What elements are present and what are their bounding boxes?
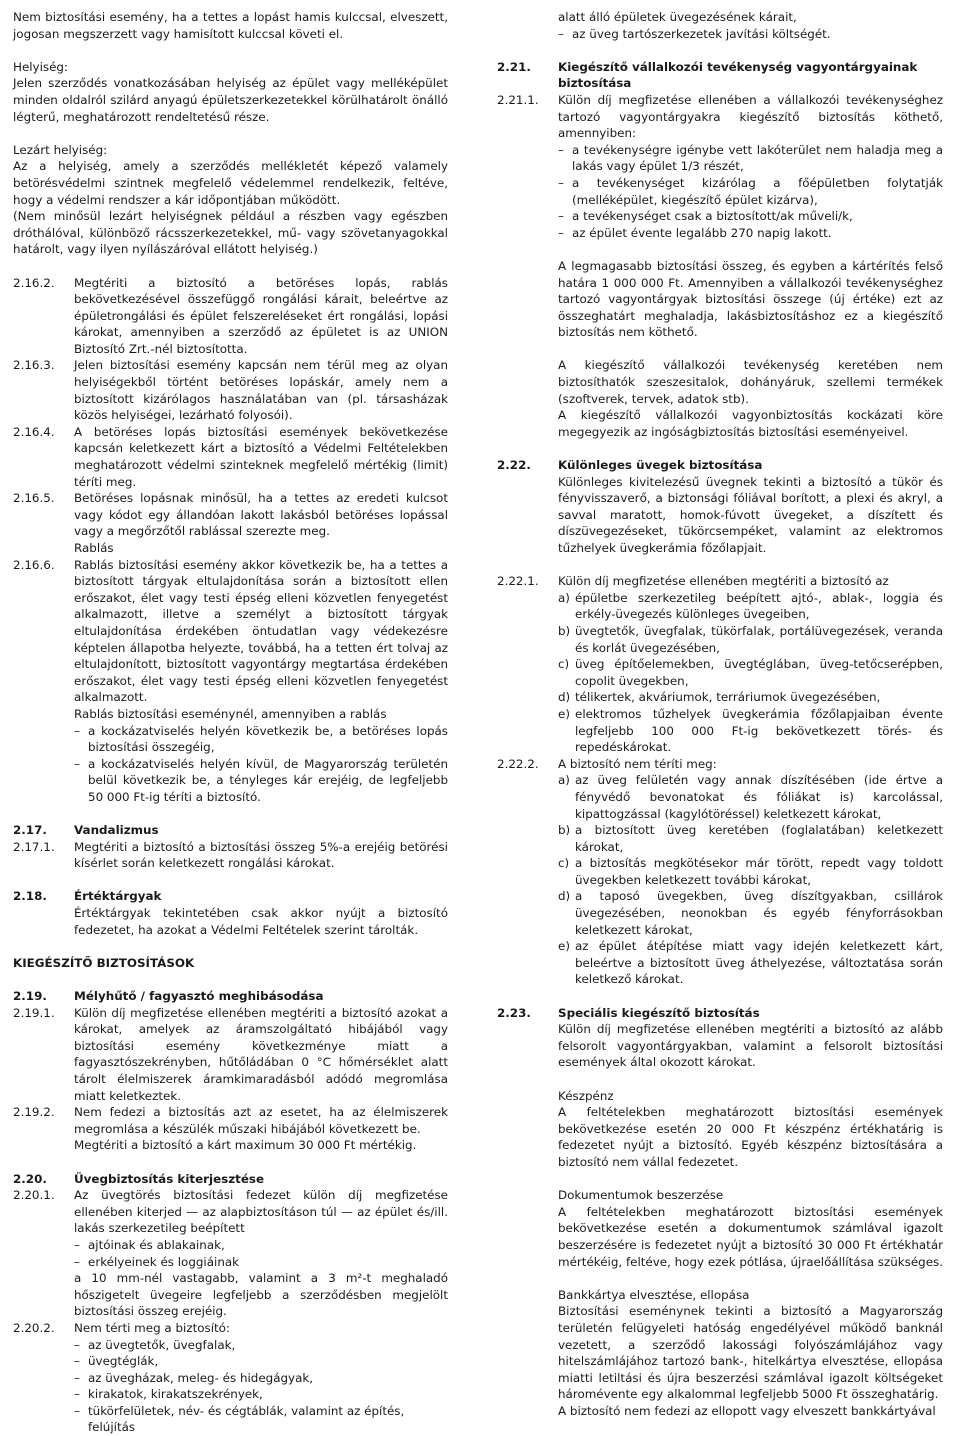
item-text: a biztosítás megkötésekor már törött, repedt vagy toldott üvegekben keletkezett további károkat, <box>575 856 943 887</box>
section-text: Megtériti a biztosító a betöréses lopás, rablás bekövetkezésével összefüggő rongálási kárait, beleértve az épületrongálási és épület felszereléseket ért rongálási, lopási károkat, amennyiben a szerződő az épületet is az UNION Biztosító Zrt.-nél biztosította. <box>74 275 448 356</box>
section-text: Külön díj megfizetése ellenében megtériti a biztosító azokat a károkat, amelyek az áramszolgáltató hibájából vagy biztosítási esemény következménye miatt a fagyasztószekrényben, hűtőládában 0 °C hőmérséklet alatt tárolt élelmiszerek áramkimaradásból adódó megromlása miatt keletkeztek. <box>74 1005 448 1103</box>
section-number: 2.20. <box>13 1171 47 1186</box>
section-2-20-heading <box>13 1171 448 1188</box>
section-text-2: Megtériti a biztosító a kárt maximum 30 000 Ft mértékig. <box>74 1138 417 1153</box>
rablas-title: Rablás <box>74 541 114 555</box>
lezart-title: Lezárt helyiség: <box>13 142 108 157</box>
item-text: az üveg felületén vagy annak díszítésében (ide értve a fényvédő bevonatokat és fóliákat is) karcolással, kipattogzással (kagylótöréssel) keletkezett károkat, <box>575 773 943 821</box>
section-2-22 <box>497 457 943 557</box>
list-item: – üvegtéglák, <box>74 1353 448 1370</box>
continued-text: alatt álló épületek üvegezésének kárait, <box>558 10 797 24</box>
section-2-16-6 <box>13 557 448 806</box>
item-text: üvegtetők, üvegfalak, tükörfalak, portálüvegezések, veranda és korlát üvegezésében, <box>575 623 943 655</box>
section-number: 2.22.2. <box>497 756 539 771</box>
section-text: Megtériti a biztosító a biztosítási összeg 5%-a erejéig betörési kísérlet során keletkezett rongálási károkat. <box>74 839 448 871</box>
item-text: épületbe szerkezetileg beépített ajtó-, ablak-, loggia és erkély-üvegezés különleges üvegeiben, <box>575 590 943 622</box>
item-letter: b) <box>558 623 571 638</box>
list-item <box>558 623 943 656</box>
section-2-17-1 <box>13 839 448 872</box>
item-letter: e) <box>558 939 570 954</box>
section-text: Külön díj megfizetése ellenében megtériti a biztosító az <box>558 574 889 589</box>
section-title: Speciális kiegészítő biztosítás <box>558 1005 760 1020</box>
section-text: A biztosító nem téríti meg: <box>558 756 717 771</box>
keszpenz-title: Készpénz <box>558 1088 614 1103</box>
section-number: 2.21.1. <box>497 92 539 107</box>
list-item: – ajtóinak és ablakainak, <box>74 1237 448 1254</box>
list-item <box>558 689 943 706</box>
section-title: Üvegbiztosítás kiterjesztése <box>74 1171 265 1186</box>
section-2-21-1 <box>497 92 943 440</box>
section-paragraph: A kiegészítő vállalkozói tevékenység keretében nem biztosíthatók szeszesitalok, dohányáruk, szellemi termékek (szoftverek, tervek, adatok stb). <box>558 358 943 406</box>
dokumentumok-title: Dokumentumok beszerzése <box>558 1188 724 1203</box>
item-letter: b) <box>558 823 571 838</box>
item-text: üveg építőelemekben, üvegtéglában, üveg-tetőcserépben, copolit üvegekben, <box>575 657 943 688</box>
lezart-text: Az a helyiség, amely a szerződés mellékletét képező valamely betörésvédelmi szintnek megfelelő védelemmel rendelkezik, feltéve, hogy a védelmi rendszer a kár időpontjában működött. <box>13 159 448 207</box>
item-letter: c) <box>558 657 570 672</box>
section-2-23 <box>497 1005 943 1420</box>
section-2-19-1 <box>13 1005 448 1105</box>
list-item: – a tevékenységet csak a biztosított/ak műveli/k, <box>558 208 943 225</box>
section-number: 2.21. <box>497 59 531 74</box>
section-number: 2.23. <box>497 1005 531 1020</box>
list-item: – az üvegházak, meleg- és hidegágyak, <box>74 1370 448 1387</box>
section-text: Nem térti meg a biztosító: <box>74 1320 230 1335</box>
section-title: Kiegészítő vállalkozói tevékenység vagyontárgyainak biztosítása <box>558 59 918 91</box>
section-text: Külön díj megfizetése ellenében megtériti a biztosító az alább felsorolt vagyontárgyakban, valamint a felsorolt biztosítási események által okozott károkat. <box>558 1022 943 1070</box>
section-2-20-2 <box>13 1320 448 1436</box>
section-2-21-heading <box>497 59 943 92</box>
section-text: Külön díj megfizetése ellenében a vállalkozói tevékenységhez tartozó vagyontárgyakra kiegészítő biztosítás köthető, amennyiben: <box>558 92 943 141</box>
list-item: – a tevékenységet kizárólag a főépületben folytatják (melléképület, kiegészítő épület kizárva), <box>558 175 943 208</box>
item-text: a taposó üvegekben, üveg díszítgyakban, csillárok üvegezésében, neonokban és egyéb fényforrásokban keletkezett károkat, <box>575 889 943 937</box>
helyiseg-title: Helyiség: <box>13 59 68 74</box>
section-number: 2.22. <box>497 458 531 473</box>
list-item: – a kockázatviselés helyén következik be, a betöréses lopás biztosítási összegéig, <box>74 723 448 756</box>
section-2-19-heading <box>13 988 448 1005</box>
section-number: 2.19.1. <box>13 1005 55 1020</box>
list-item <box>558 590 943 623</box>
list-item <box>558 822 943 855</box>
helyiseg-text: Jelen szerződés vonatkozásában helyiség az épület vagy melléképület minden oldalról szilárd anyagú épületszerkezetekkel körülhatárolt önálló légterű, meghatározott rendeltetésű része. <box>13 76 448 124</box>
section-text: Nem fedezi a biztosítás azt az esetet, ha az élelmiszerek megromlása a készülék műszaki hibájából következett be. <box>74 1105 448 1136</box>
section-number: 2.16.3. <box>13 358 55 373</box>
section-number: 2.20.2. <box>13 1320 55 1335</box>
section-number: 2.19. <box>13 989 47 1004</box>
list-item <box>558 855 943 888</box>
section-2-18 <box>13 888 448 938</box>
section-title: Értéktárgyak <box>74 889 162 904</box>
section-number: 2.19.2. <box>13 1105 55 1120</box>
section-number: 2.22.1. <box>497 574 539 589</box>
lezart-block <box>13 142 448 258</box>
list-item: – a kockázatviselés helyén kívül, de Magyarország területén belül következik be, a tényleges kár erejéig, de legfeljebb 50 000 Ft-ig téríti a biztosító. <box>74 756 448 806</box>
list-item <box>558 938 943 988</box>
section-title: Vandalizmus <box>74 823 159 838</box>
helyiseg-block <box>13 59 448 125</box>
section-subtext: Rablás biztosítási eseménynél, amennyiben a rablás <box>74 706 387 721</box>
section-number: 2.17. <box>13 823 47 838</box>
list-item <box>558 772 943 822</box>
item-text: télikertek, akváriumok, terráriumok üvegezésében, <box>575 690 881 705</box>
right-column <box>497 9 943 1419</box>
section-number: 2.16.2. <box>13 275 55 290</box>
section-2-20-1 <box>13 1187 448 1320</box>
list-item: – az üvegtetők, üvegfalak, <box>74 1337 448 1354</box>
bankkartya-text: Biztosítási eseménynek tekinti a biztosító a Magyarország területén felügyeleti hatóság engedélyével működő banknál vezetett, a szerződő lakossági folyószámlájához vagy hitelszámlájához tartozó bank-, hitelkártya elvesztése, ellopása miatti letiltási és újra beszerzési számlával igazolt költségeket háromévente egy alkalommal legfeljebb 5000 Ft összeghatárig. <box>558 1304 943 1402</box>
item-text: a biztosított üveg keretében (foglalatában) keletkezett károkat, <box>575 823 943 854</box>
item-letter: e) <box>558 706 570 721</box>
section-text: Különleges kivitelezésű üvegnek tekinti a biztosító a tükör és fényvisszaverő, a biztonsági fóliával borított, a plexi és akryl, a savval maratott, homok-fúvott üvegeket, a díszített és díszüvegezéseket, tükörcsempéket, valamint az elektromos tűzhelyek üvegkerámia főzőlapjait. <box>558 474 943 555</box>
section-2-20-2-continued <box>497 9 943 42</box>
keszpenz-text: A feltételekben meghatározott biztosítási események bekövetkezése esetén 20 000 Ft készpénz értékhatárig is fedezetet nyújt a biztosító. Egyéb készpénz biztosítására a biztosító nem vállal fedezetet. <box>558 1105 943 1169</box>
item-letter: c) <box>558 856 570 871</box>
section-title: Különleges üvegek biztosítása <box>558 458 763 473</box>
list-item <box>558 656 943 689</box>
list-item: – az üveg tartószerkezetek javítási költségét. <box>558 26 943 43</box>
section-text: Értéktárgyak tekintetében csak akkor nyújt a biztosító fedezetet, ha azokat a Védelmi Feltételek szerint tárolták. <box>74 906 448 937</box>
section-2-16-3 <box>13 357 448 423</box>
left-column <box>13 9 448 1436</box>
item-letter: d) <box>558 889 571 904</box>
item-letter: a) <box>558 773 570 788</box>
bankkartya-text-2: A biztosító nem fedezi az ellopott vagy elveszett bankkártyával <box>558 1403 936 1418</box>
section-2-16-4 <box>13 424 448 490</box>
section-2-16-5 <box>13 490 448 556</box>
section-text: Betöréses lopásnak minősül, ha a tettes az eredeti kulcsot vagy kódot egy állandóan lakott lakásból betöréses lopással vagy a megőrzőtől rablással szerezte meg. <box>74 491 448 539</box>
section-title: Mélyhűtő / fagyasztó meghibásodása <box>74 989 324 1004</box>
list-item: – kirakatok, kirakatszekrények, <box>74 1386 448 1403</box>
list-item: – tükörfelületek, név- és cégtáblák, valamint az építés, felújítás <box>74 1403 448 1436</box>
section-2-22-1 <box>497 573 943 756</box>
section-number: 2.16.4. <box>13 424 55 439</box>
item-text: elektromos tűzhelyek üvegkerámia főzőlapjaiban évente legfeljebb 100 000 Ft-ig bekövetkezett törés- és repedéskárokat. <box>575 706 943 755</box>
list-item <box>558 888 943 938</box>
bankkartya-title: Bankkártya elvesztése, ellopása <box>558 1287 750 1302</box>
section-number: 2.18. <box>13 889 47 904</box>
section-2-17-heading <box>13 822 448 839</box>
section-text: Az üvegtörés biztosítási fedezet külön díj megfizetése ellenében kiterjed — az alapbiztosításon túl — az épület és/ill. lakás szerkezetileg beépített <box>74 1188 448 1236</box>
item-letter: a) <box>558 590 570 605</box>
section-2-22-2 <box>497 756 943 988</box>
list-item: – a tevékenységre igénybe vett lakóterület nem haladja meg a lakás vagy épület 1/3 részét, <box>558 142 943 175</box>
section-text-2: a 10 mm-nél vastagabb, valamint a 3 m²-t meghaladó hőszigetelt üvegeire legfeljebb a szerződésben megjelölt biztosítási összeg erejéig. <box>74 1271 448 1319</box>
section-number: 2.16.5. <box>13 491 55 506</box>
section-2-19-2 <box>13 1104 448 1154</box>
item-letter: d) <box>558 690 571 705</box>
section-number: 2.17.1. <box>13 839 55 854</box>
section-paragraph: A legmagasabb biztosítási összeg, és egyben a kártérítés felső határa 1 000 000 Ft. Amennyiben a vállalkozói tevékenységhez tartozó vagyontárgyak biztosítási összege (új értéke) ezt az összeghatárt meghaladja, lakásbiztosításhoz ez a kiegészítő biztosítás nem köthető. <box>558 258 943 340</box>
section-number: 2.16.6. <box>13 557 55 572</box>
section-number: 2.20.1. <box>13 1188 55 1203</box>
section-paragraph: A kiegészítő vállalkozói vagyonbiztosítás kockázati köre megegyezik az ingóságbiztosítás biztosítási eseményeivel. <box>558 408 943 439</box>
item-text: az épület átépítése miatt vagy idején keletkezett kárt, beleértve a biztosított üveg áthelyezése, változtatása során keletkező károkat. <box>575 939 943 987</box>
intro-paragraph: Nem biztosítási esemény, ha a tettes a lopást hamis kulccsal, elveszett, jogosan megszerzett vagy hamisított kulccsal követi el. <box>13 10 448 41</box>
section-text: Jelen biztosítási esemény kapcsán nem térül meg az olyan helyiségekből történt betöréses lopáskár, amely nem a biztosított kizárólagos használatában van (pl. társasházak közös helyiségei, lezárható folyosói). <box>74 358 448 423</box>
section-text: Rablás biztosítási esemény akkor következik be, ha a tettes a biztosított tárgyak eltulajdonítása során a biztosított ellen erőszakot, élet vagy testi épség elleni közvetlen fenyegetést alkalmazott, illetve a személyt a biztosított tárgyak eltulajdonítása érdekében öntudatlan vagy védekezésre képtelen állapotba helyezte, továbbá, ha a tetten ért tolvaj az eltulajdonított, biztosított vagyontárgy megtartása érdekében erőszakot, élet vagy testi épség elleni közvetlen fenyegetést alkalmazott. <box>74 557 448 705</box>
dokumentumok-text: A feltételekben meghatározott biztosítási események bekövetkezése esetén a dokumentumok számlával igazolt beszerzésére is fedezetet nyújt a biztosító 30 000 Ft értékhatár mértékéig, feltéve, hogy ezek pótlása, újraelőállítása szükséges. <box>558 1204 943 1269</box>
kiegeszito-heading: KIEGÉSZÍTŐ BIZTOSÍTÁSOK <box>13 955 195 970</box>
list-item: – erkélyeinek és loggiáinak <box>74 1254 448 1271</box>
section-text: A betöréses lopás biztosítási események bekövetkezése kapcsán keletkezett kárt a biztosító a Védelmi Feltételekben meghatározott védelmi szinteknek megfelelő mértékig (limit) téríti meg. <box>74 424 448 489</box>
list-item: – az épület évente legalább 270 napig lakott. <box>558 225 943 242</box>
lezart-note: (Nem minősül lezárt helyiségnek például a részben vagy egészben dróthálóval, különböző rácsszerkezetekkel, mű- vagy szövetanyagokkal határolt, vagy ilyen nyílászáróval ellátott helyiség.) <box>13 209 448 257</box>
section-2-16-2 <box>13 275 448 358</box>
list-item <box>558 706 943 756</box>
